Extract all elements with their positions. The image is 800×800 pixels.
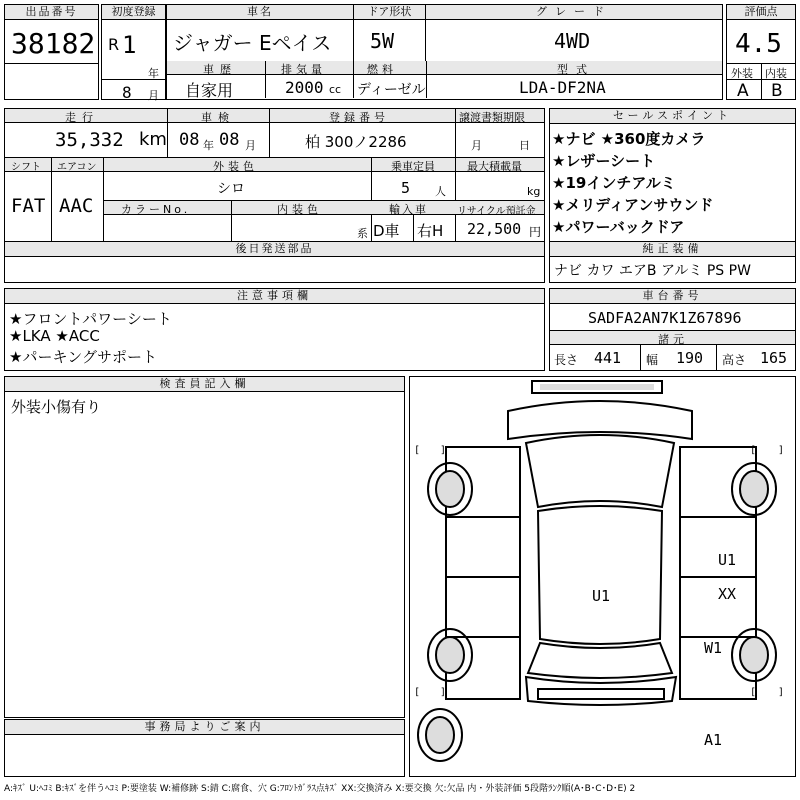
chassis-label: 車台番号 xyxy=(550,289,795,304)
int-label: 内装 xyxy=(765,67,787,80)
later-parts-label: 後日発送部品 xyxy=(5,242,544,257)
svg-text:]: ] xyxy=(778,687,785,698)
door-type: 5W xyxy=(370,29,395,53)
svg-text:[: [ xyxy=(750,687,757,698)
grade-box xyxy=(425,4,723,62)
displacement-value: 2000 xyxy=(285,78,324,97)
svg-text:[: [ xyxy=(414,445,421,456)
insp-month-unit: 月 xyxy=(245,139,256,152)
year-unit: 年 xyxy=(148,67,159,80)
door-label: ドア形状 xyxy=(354,5,425,20)
office-box xyxy=(4,719,405,777)
svg-text:[: [ xyxy=(750,445,757,456)
damage-diagram xyxy=(409,376,796,777)
insp-month: 08 xyxy=(219,130,240,150)
ac-label: エアコン xyxy=(57,162,97,173)
mark-rear-bumper: A1 xyxy=(704,731,723,749)
inspector-label: 検査員記入欄 xyxy=(5,377,404,392)
model-label: 型式 xyxy=(557,63,595,76)
plate-label: 登録番号 xyxy=(329,111,389,124)
mark-right-front: U1 xyxy=(718,551,737,569)
sales-point-1: ★ナビ ★360度カメラ xyxy=(552,130,706,148)
insp-year-unit: 年 xyxy=(203,139,214,152)
color-value: シロ xyxy=(217,181,245,197)
recycle-value: 22,500 xyxy=(467,220,522,238)
later-parts-box xyxy=(4,241,545,283)
chassis-box xyxy=(549,288,796,371)
ac-value: AAC xyxy=(59,195,94,217)
int-color-label: 内装色 xyxy=(277,203,322,216)
transfer-day: 日 xyxy=(519,139,530,152)
fuel-value: ディーゼル xyxy=(357,82,426,98)
door-box xyxy=(353,4,426,62)
note-line-3: ★パーキングサポート xyxy=(9,348,157,366)
registration-box xyxy=(101,4,166,100)
equipment-label: 純正装備 xyxy=(550,242,795,257)
transfer-label: 譲渡書類期限 xyxy=(459,111,525,124)
height-value: 165 xyxy=(760,349,788,367)
sales-point-4: ★メリディアンサウンド xyxy=(552,196,714,214)
recycle-label: リサイクル預託金 xyxy=(457,206,536,217)
dims-label: 諸元 xyxy=(658,333,688,346)
mileage-label: 走行 xyxy=(65,111,99,124)
mark-right-rear: W1 xyxy=(704,639,723,657)
sales-points-box xyxy=(549,108,796,242)
grade-label: グレード xyxy=(426,5,722,20)
grade-value: 4WD xyxy=(554,29,591,53)
color-label: 外装色 xyxy=(213,160,258,173)
fuel-label: 燃料 xyxy=(367,63,397,76)
width-value: 190 xyxy=(676,349,704,367)
int-grade: B xyxy=(771,81,783,101)
ext-label: 外装 xyxy=(731,67,753,80)
note-line-1: ★フロントパワーシート xyxy=(9,310,172,328)
mark-right-door: XX xyxy=(718,585,737,603)
damage-legend: A:ｷｽﾞ U:ﾍｺﾐ B:ｷｽﾞを伴うﾍｺﾐ P:要塗装 W:補修跡 S:錆 C:腐食、穴 G:ﾌﾛﾝﾄｶﾞﾗｽ点ｷｽﾞ XX:交換済み X:要交換 欠:欠品 内・外装評価 5段階ﾗﾝｸ順(A･B･C･D･E) 2 xyxy=(4,784,636,794)
disp-unit: cc xyxy=(329,83,342,96)
insp-year: 08 xyxy=(179,130,200,150)
sales-point-3: ★19インチアルミ xyxy=(552,174,676,192)
mark-roof: U1 xyxy=(592,587,611,605)
mileage-unit: km xyxy=(139,129,167,150)
load-unit: kg xyxy=(527,185,541,198)
month-unit: 月 xyxy=(148,89,159,102)
svg-text:[: [ xyxy=(414,687,421,698)
import-label: 輸入車 xyxy=(389,203,428,216)
color-no-label: カラーNo. xyxy=(121,203,191,216)
equipment-box xyxy=(549,241,796,283)
notes-box xyxy=(4,288,545,371)
disp-label: 排気量 xyxy=(281,63,326,76)
reg-year: 1 xyxy=(122,31,137,59)
import-type: D車 xyxy=(373,222,400,240)
load-label: 最大積載量 xyxy=(467,160,522,173)
model-value: LDA-DF2NA xyxy=(519,78,606,97)
length-label: 長さ xyxy=(554,353,579,367)
reg-label: 初度登録 xyxy=(102,5,165,20)
width-label: 幅 xyxy=(646,353,659,367)
car-name-box xyxy=(166,4,354,62)
svg-text:]: ] xyxy=(440,687,447,698)
car-outline-diagram xyxy=(410,377,795,776)
transfer-month: 月 xyxy=(471,139,482,152)
car-name: ジャガー Eペイス xyxy=(173,31,332,55)
mileage-value: 35,332 xyxy=(55,129,124,151)
score-box xyxy=(726,4,796,100)
recycle-unit: 円 xyxy=(529,225,542,239)
plate-value: 柏 300ノ2286 xyxy=(305,133,407,151)
note-line-2: ★LKA ★ACC xyxy=(9,327,100,345)
inspection-label: 車検 xyxy=(201,111,235,124)
notes-label: 注意事項欄 xyxy=(5,289,544,304)
score-value: 4.5 xyxy=(735,29,782,59)
score-label: 評価点 xyxy=(727,5,795,20)
sales-point-2: ★レザーシート xyxy=(552,152,656,170)
equipment-value: ナビ カワ エアB アルミ PS PW xyxy=(554,263,751,279)
ext-grade: A xyxy=(737,81,749,101)
int-color-unit: 系 xyxy=(357,227,368,240)
chassis-number: SADFA2AN7K1Z67896 xyxy=(588,309,742,327)
capacity-value: 5 xyxy=(401,179,411,197)
sales-label: セールスポイント xyxy=(550,109,795,124)
svg-text:]: ] xyxy=(440,445,447,456)
capacity-label: 乗車定員 xyxy=(391,160,435,173)
office-label: 事務局よりご案内 xyxy=(5,720,404,735)
era: R xyxy=(108,35,120,54)
sales-point-5: ★パワーバックドア xyxy=(552,218,685,236)
svg-text:]: ] xyxy=(778,445,785,456)
shift-value: FAT xyxy=(11,195,46,217)
spec-row xyxy=(166,61,723,100)
name-label: 車名 xyxy=(167,5,353,20)
lot-label: 出品番号 xyxy=(5,5,98,20)
lot-box xyxy=(4,4,99,100)
capacity-unit: 人 xyxy=(435,185,446,198)
reg-month: 8 xyxy=(122,83,132,102)
handle-side: 右H xyxy=(417,222,444,240)
length-value: 441 xyxy=(594,349,622,367)
history-label: 車歴 xyxy=(203,63,237,76)
lot-number: 38182 xyxy=(11,27,96,60)
inspector-box xyxy=(4,376,405,718)
history-value: 自家用 xyxy=(185,81,234,100)
inspector-comment: 外装小傷有り xyxy=(11,398,102,416)
shift-label: シフト xyxy=(11,162,41,173)
height-label: 高さ xyxy=(722,353,747,367)
detail-box xyxy=(4,108,545,242)
